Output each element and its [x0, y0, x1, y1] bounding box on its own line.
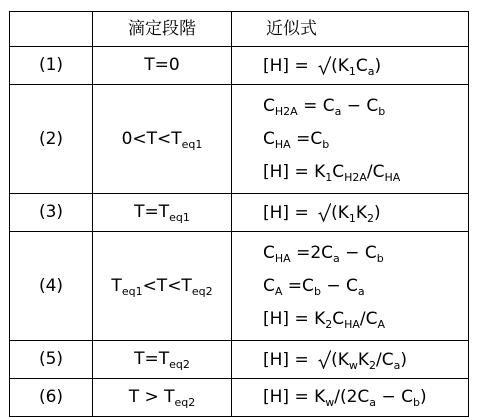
titration-table-container	[9, 11, 469, 417]
step-number: (6)	[10, 379, 93, 417]
approximation-formula: [H] = $(K_1C_a)$	[232, 47, 469, 85]
step-number: (3)	[10, 194, 93, 232]
stage-condition: T=0	[93, 47, 232, 85]
approximation-formula	[232, 232, 469, 341]
step-number: (4)	[10, 232, 93, 341]
stage-condition: $T > T_{eq2}$	[93, 379, 232, 417]
stage-condition: $T=T_{eq1}$	[93, 194, 232, 232]
table-row	[10, 341, 469, 379]
formula-line: $C_{HA} =C_b$	[263, 128, 330, 151]
header-approximation: 近似式	[232, 12, 469, 47]
table-header-row	[10, 12, 469, 47]
step-number: (1)	[10, 47, 93, 85]
table-row	[10, 47, 469, 85]
square-root-icon	[318, 203, 331, 222]
header-empty-cell	[10, 12, 93, 47]
square-root-icon	[318, 56, 331, 75]
formula-line: $C_{H2A} = C_a - C_b$	[263, 95, 386, 118]
header-titration-stage: 滴定段階	[93, 12, 232, 47]
formula-line: $C_A =C_b - C_a$	[263, 275, 365, 298]
titration-approximation-table	[9, 11, 469, 417]
table-row	[10, 379, 469, 417]
stage-condition: $T=T_{eq2}$	[93, 341, 232, 379]
stage-condition: $0<T<T_{eq1}$	[93, 85, 232, 194]
step-number: (2)	[10, 85, 93, 194]
approximation-formula: [H] = $(K_1K_2)$	[232, 194, 469, 232]
approximation-formula	[232, 85, 469, 194]
formula-line: $C_{HA} =2C_a - C_b$	[263, 242, 384, 265]
approximation-formula: $[H] = K_w/(2C_a - C_b)$	[232, 379, 469, 417]
table-row	[10, 194, 469, 232]
formula-line: $[H] = K_2C_{HA}/C_A$	[263, 308, 386, 331]
formula-line: $[H] = K_1C_{H2A}/C_{HA}$	[263, 161, 401, 184]
stage-condition: $T_{eq1}<T<T_{eq2}$	[93, 232, 232, 341]
approximation-formula: [H] = $(K_wK_2/C_a)$	[232, 341, 469, 379]
step-number: (5)	[10, 341, 93, 379]
square-root-icon	[318, 350, 331, 369]
table-row	[10, 232, 469, 341]
table-row	[10, 85, 469, 194]
